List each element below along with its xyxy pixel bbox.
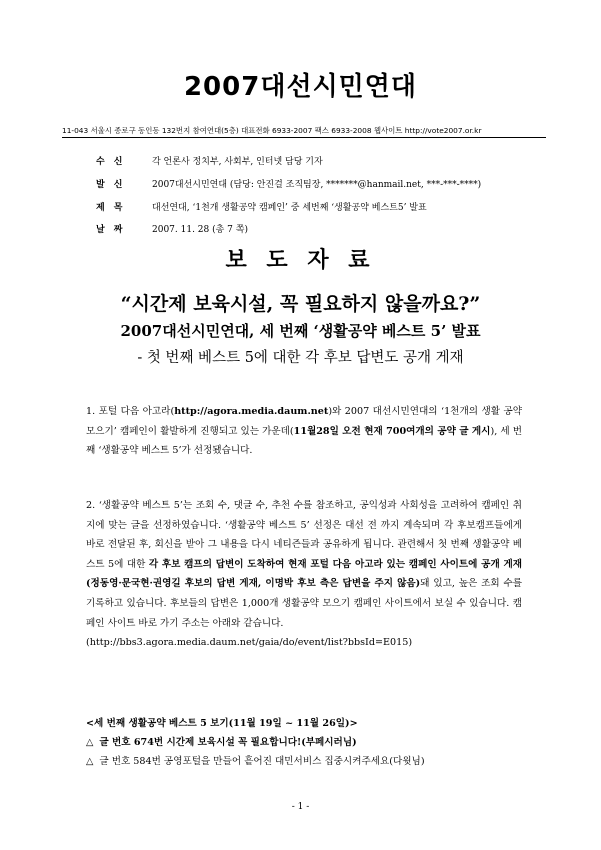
list-item [86,734,357,748]
meta-subject-label: 제 목 [96,203,123,213]
meta-to-value: 각 언론사 정치부, 사회부, 인터넷 담당 기자 [152,157,323,167]
paragraph-1-bold: 11월28일 오전 현재 700여개의 공약 글 게시 [293,425,491,437]
paragraph-2 [86,496,522,653]
organization-title: 2007대선시민연대 [183,72,418,102]
paragraph-2-text-b: 돼 있고, 높은 조회 수를 기록하고 있습니다. 후보들의 답변은 1,000개 생활공약 모으기 캠페인 사이트에서 보실 수 있습니다. 캠페인 사이트 바로 가기 주소는 아래와 같습니다. [86,578,522,629]
list-item-2-text: 글 번호 584번 공영포털을 만들어 흩어진 대민서비스 집중시켜주세요(다윗님) [99,756,425,767]
meta-from-value: 2007대선시민연대 (담당: 안진걸 조직팀장, *******@hanmail.net, ***-***-****) [152,180,482,190]
list-item-1-text: 글 번호 674번 시간제 보육시설 꼭 필요합니다!(부페시러님) [99,737,357,748]
paragraph-1-text-b: )와 2007 대선시민연대의 ‘1천개의 생활 공약 모으기’ 캠페인이 활발하게 진행되고 있는 가운데( [86,406,523,437]
meta-subject-value: 대선연대, ‘1천개 생활공약 캠페인’ 중 세번째 ‘생활공약 베스트5’ 발표 [152,203,427,213]
paragraph-1 [86,402,522,461]
headline-detail: - 첫 번째 베스트 5에 대한 각 후보 답변도 공개 게재 [137,350,464,366]
press-release-title: 보 도 자 료 [225,248,376,273]
paragraph-2-text-a: 2. ‘생활공약 베스트 5’는 조회 수, 댓글 수, 추천 수를 참조하고, 공익성과 사회성을 고려하여 캠페인 취지에 맞는 글을 선정하였습니다. ‘생활공약 베스트 5’ 선정은 대선 전 까지 계속되며 각 후보캠프들에게 바로 전달된 후, 회신을 받아 그 내용을 다시 네티즌들과 공유하게 됩니다. 관련해서 첫 번째 생활공약 베스트 5에 대한 [86,500,522,570]
paragraph-1-text-c: ), 세 번째 ‘생활공약 베스트 5’가 선정됐습니다. [86,425,522,457]
headline-main: “시간제 보육시설, 꼭 필요하지 않을까요?” [120,293,481,315]
meta-subject-row [96,200,427,216]
agora-link[interactable]: http://agora.media.daum.net [174,406,329,417]
meta-to-label: 수 신 [96,157,123,167]
triangle-icon: △ [86,756,94,767]
paragraph-2-bold: 각 후보 캠프의 답변이 도착하여 현재 포털 다음 아고라 있는 캠페인 사이트에 공개 게재(정동영·문국현·권영길 후보의 답변 게재, 이명박 후보 측은 답변을 주지 않음) [86,558,522,590]
meta-to-row [96,154,323,170]
headline-sub: 2007대선시민연대, 세 번째 ‘생활공약 베스트 5’ 발표 [120,322,481,340]
meta-date-value: 2007. 11. 28 (총 7 쪽) [152,225,248,235]
meta-from-row [96,177,481,193]
meta-from-label: 발 신 [96,180,123,190]
meta-date-row [96,222,248,238]
list-heading: <세 번째 생활공약 베스트 5 보기(11월 19일 ~ 11월 26일)> [86,718,358,729]
list-item [86,753,425,767]
header-divider [62,137,546,138]
triangle-icon: △ [86,737,94,748]
meta-date-label: 날 짜 [96,225,123,235]
page-number: - 1 - [291,802,310,812]
contact-line: 11-043 서울시 종로구 동인동 132번지 참여연대(5층) 대표전화 6933-2007 팩스 6933-2008 웹사이트 http://vote2007.or.kr [62,126,482,135]
campaign-site-url[interactable]: (http://bbs3.agora.media.daum.net/gaia/do/event/list?bbsId=E015) [86,637,413,649]
paragraph-1-text-a: 1. 포털 다음 아고라( [86,406,175,417]
